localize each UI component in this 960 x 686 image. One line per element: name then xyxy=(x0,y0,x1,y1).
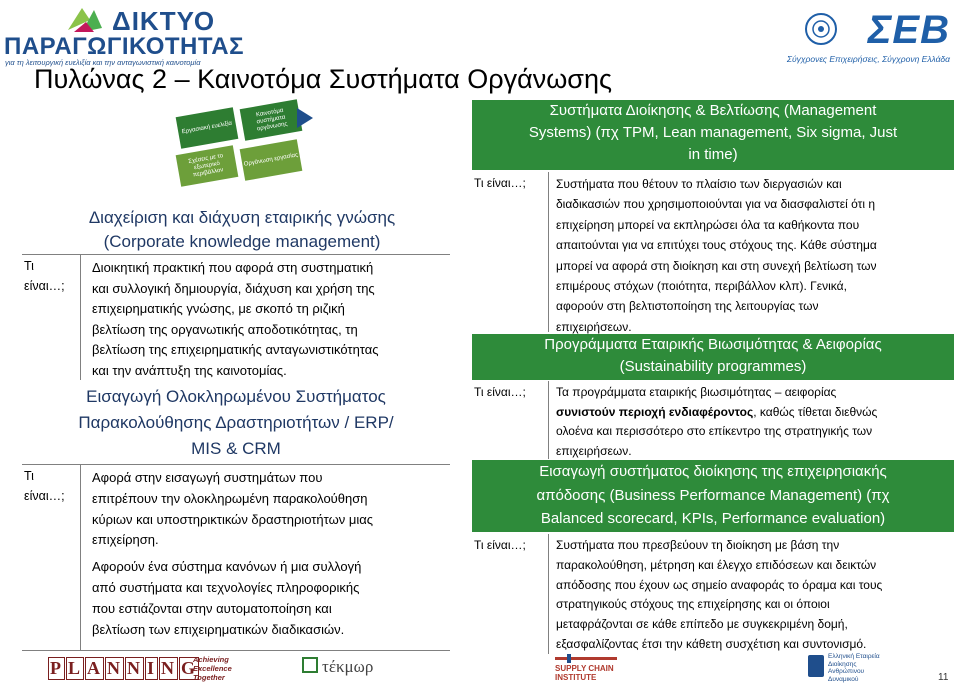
supply-chain-logo xyxy=(555,654,617,682)
right-section3-title-line1: Εισαγωγή συστήματος διοίκησης της επιχειρησιακής xyxy=(539,463,887,480)
pillars-diagram xyxy=(172,104,317,190)
divider xyxy=(80,464,81,650)
planning-logo-letter: N xyxy=(107,658,123,678)
right-section3-label: Τι είναι…; xyxy=(474,538,526,552)
diagram-box-work-organisation: Οργάνωση εργασίας xyxy=(240,139,303,181)
divider xyxy=(80,254,81,380)
left-section2-body-line: επιτρέπουν την ολοκληρωμένη παρακολούθηση xyxy=(92,490,368,506)
hr-association-logo-line: Δυναμικού xyxy=(828,675,859,683)
hr-association-logo xyxy=(828,653,880,683)
right-section1-body-line: μπορεί να αφορά στη διοίκηση και στη συνεχή βελτίωση των xyxy=(556,258,877,273)
sev-logo-tagline: Σύγχρονες Επιχειρήσεις, Σύγχρονη Ελλάδα xyxy=(786,54,950,64)
left-section2-body-line: από συστήματα και τεχνολογίες πληροφορικής xyxy=(92,579,360,595)
right-section2-body-line-rest: , καθώς τίθεται διεθνώς xyxy=(753,404,878,419)
planning-logo-tagline-line: Together xyxy=(193,673,225,682)
left-section1-body-line: βελτίωση της επιχειρηματικής ανταγωνιστικότητας xyxy=(92,342,379,357)
left-section2-body-line: επιχείρηση. xyxy=(92,532,159,548)
divider xyxy=(548,381,549,459)
right-section3-body-line: εξασφαλίζοντας έτσι την κάθετη συσχέτιση και συντονισμό. xyxy=(556,636,867,651)
planning-logo-letter: P xyxy=(50,658,63,678)
right-section3-body-line: μεταφράζονται σε κάθε επίπεδο με συγκεκριμένη δομή, xyxy=(556,617,848,632)
right-section2-body-line: ολοένα και περισσότερο στο επίκεντρο της στρατηγικής των xyxy=(556,424,873,439)
planning-logo-tagline xyxy=(193,655,232,682)
right-section1-body-line: Συστήματα που θέτουν το πλαίσιο των διεργασιών και xyxy=(556,177,842,191)
left-section2-body-line: Αφορά στην εισαγωγή συστημάτων που xyxy=(92,470,323,485)
right-section1-body-line: απαιτούνται για να επιτύχει τους στόχους της. Κάθε σύστημα xyxy=(556,238,877,253)
divider xyxy=(22,464,450,465)
right-section1-title-line1: Συστήματα Διοίκησης & Βελτίωσης (Management xyxy=(549,102,877,119)
diagram-box-flexibility: Εργασιακή ευελιξία xyxy=(176,107,239,149)
sev-logo-mark-icon xyxy=(804,12,838,46)
left-section1-label-line1: Τι xyxy=(24,259,34,273)
left-section1-body-line: βελτίωση της οργανωτικής αποδοτικότητας, τη xyxy=(92,321,358,337)
hr-association-logo-mark-icon xyxy=(808,655,824,677)
left-section2-label-line1: Τι xyxy=(24,469,34,483)
right-section1-body-line: αφορούν στη βελτιστοποίηση της λειτουργίας των xyxy=(556,299,819,314)
divider xyxy=(22,254,450,255)
right-section2-title xyxy=(472,334,954,380)
supply-chain-logo-line: SUPPLY CHAIN xyxy=(555,664,614,673)
hr-association-logo-line: Ελληνική Εταιρεία xyxy=(828,653,880,660)
left-section2-title-line2: Παρακολούθησης Δραστηριοτήτων / ERP/ xyxy=(78,413,394,432)
right-section3-title-line3: Balanced scorecard, KPIs, Performance evaluation) xyxy=(540,510,886,527)
diktyo-logo xyxy=(4,6,254,67)
right-section3-body-line: απόδοσης που έχουν ως σημείο αναφοράς το όραμα και τους xyxy=(556,577,883,592)
left-section1-label-line2: είναι…; xyxy=(24,279,65,293)
tekmor-logo xyxy=(302,657,373,677)
planning-logo xyxy=(48,657,200,680)
left-section1-body xyxy=(92,258,379,381)
right-section2-body-line: Τα προγράμματα εταιρικής βιωσιμότητας – αειφορίας xyxy=(556,385,837,399)
divider xyxy=(548,534,549,654)
planning-logo-letter: G xyxy=(181,658,198,678)
planning-logo-letter: N xyxy=(161,658,177,678)
right-section2-body-line xyxy=(556,403,877,423)
divider xyxy=(548,172,549,332)
right-section2-body xyxy=(556,383,877,461)
diktyo-logo-mark-icon xyxy=(64,6,104,34)
diagram-box-external-relations: Σχέσεις με το εξωτερικό περιβάλλον xyxy=(176,145,239,187)
left-section2-body-line: βελτίωση των επιχειρηματικών διαδικασιών. xyxy=(92,621,345,637)
left-section2-body-line: Αφορούν ένα σύστημα κανόνων ή μια συλλογή xyxy=(92,559,362,575)
left-section1-title-line2: (Corporate knowledge management) xyxy=(103,232,381,251)
right-section3-body-line: Συστήματα που πρεσβεύουν τη διοίκηση με βάση την xyxy=(556,538,840,552)
arrow-icon xyxy=(297,108,313,128)
diagram-box-innovative-systems: Καινοτόμα συστήματα οργάνωσης xyxy=(240,99,303,141)
right-section3-body-line: παρακολούθηση, μέτρηση και έλεγχο επιδόσεων και δεικτών xyxy=(556,557,877,572)
divider xyxy=(22,650,450,651)
right-section2-title-line1: Προγράμματα Εταιρικής Βιωσιμότητας & Αειφορίας xyxy=(544,336,882,353)
planning-logo-tagline-line: Achieving xyxy=(193,655,229,664)
planning-logo-tagline-line: Excellence xyxy=(193,664,232,673)
right-section1-body-line: επιχειρήσεων. xyxy=(556,319,632,334)
right-section3-body-line: στρατηγικούς στόχους της επιχείρησης και οι όποιοι xyxy=(556,597,830,612)
left-section1-title xyxy=(36,206,448,254)
left-section2-label xyxy=(24,466,65,506)
right-section2-body-line: επιχειρήσεων. xyxy=(556,443,632,458)
left-section1-title-line1: Διαχείριση και διάχυση εταιρικής γνώσης xyxy=(88,208,396,227)
diktyo-logo-line1: ΔΙΚΤΥΟ xyxy=(112,6,216,36)
left-section2-body xyxy=(92,468,373,640)
right-section3-body xyxy=(556,536,882,655)
page-title: Πυλώνας 2 – Καινοτόμα Συστήματα Οργάνωσης xyxy=(34,64,612,94)
left-section2-title-line1: Εισαγωγή Ολοκληρωμένου Συστήματος xyxy=(86,387,386,406)
sev-logo xyxy=(786,8,950,68)
left-section2-title-line3: MIS & CRM xyxy=(191,439,281,458)
right-section1-body-line: επιμέρους στόχων (ποιότητα, περιβάλλον κλπ). Γενικά, xyxy=(556,279,847,294)
left-section1-body-line: επιχειρηματικής γνώσης, με σκοπό τη ριζική xyxy=(92,301,345,316)
right-section2-title-line2: (Sustainability programmes) xyxy=(619,358,807,375)
left-section1-body-line: Διοικητική πρακτική που αφορά στη συστηματική xyxy=(92,260,374,275)
right-section2-label: Τι είναι…; xyxy=(474,385,526,399)
sev-logo-text: ΣΕΒ xyxy=(867,8,950,52)
diktyo-logo-line2: ΠΑΡΑΓΩΓΙΚΟΤΗΤΑΣ xyxy=(4,33,244,60)
left-section2-label-line2: είναι…; xyxy=(24,489,65,503)
right-section1-body xyxy=(556,174,877,337)
left-section1-body-line: και συλλογική δημιουργία, διάχυση και χρήση της xyxy=(92,280,375,296)
diktyo-logo-tagline: για τη λειτουργική ευελιξία και την ανταγωνιστική καινοτομία xyxy=(5,58,201,67)
page-number: 11 xyxy=(938,672,949,683)
supply-chain-logo-line: INSTITUTE xyxy=(555,673,597,682)
right-section3-title-line2: απόδοσης (Business Performance Management) (πχ xyxy=(536,486,890,504)
supply-chain-logo-mark-icon xyxy=(555,654,617,664)
left-section1-label xyxy=(24,256,65,296)
planning-logo-letter: N xyxy=(127,658,143,678)
right-section2-body-emphasis: συνιστούν περιοχή ενδιαφέροντος xyxy=(556,404,754,419)
right-section1-body-line: διαδικασιών που χρησιμοποιούνται για να διασφαλιστεί ότι η xyxy=(556,197,876,212)
right-section1-title-line2: Systems) (πχ TPM, Lean management, Six sigma, Just xyxy=(528,124,898,141)
planning-logo-letter: A xyxy=(87,658,103,678)
right-section1-title-line3: in time) xyxy=(688,146,738,163)
planning-logo-letter: I xyxy=(147,658,157,678)
tekmor-logo-text: τέκμωρ xyxy=(322,657,374,676)
right-section1-title xyxy=(472,100,954,170)
tekmor-logo-square-icon xyxy=(302,657,318,673)
hr-association-logo-line: Διοίκησης xyxy=(828,660,857,668)
left-section1-body-line: και την ανάπτυξη της καινοτομίας. xyxy=(92,362,287,378)
hr-association-logo-line: Ανθρώπινου xyxy=(828,668,865,675)
right-section1-body-line: επιχείρηση μπορεί να εκπληρώσει όλα τα καθήκοντα που xyxy=(556,217,860,232)
right-section3-title xyxy=(472,460,954,532)
left-section2-body-line: που εστιάζονται στην αυτοματοποίηση και xyxy=(92,600,332,616)
right-section1-label: Τι είναι…; xyxy=(474,176,526,190)
planning-logo-letter: L xyxy=(68,658,83,678)
left-section2-body-line: κύριων και υποστηρικτικών δραστηριοτήτων μιας xyxy=(92,511,374,527)
left-section2-title xyxy=(24,384,448,462)
